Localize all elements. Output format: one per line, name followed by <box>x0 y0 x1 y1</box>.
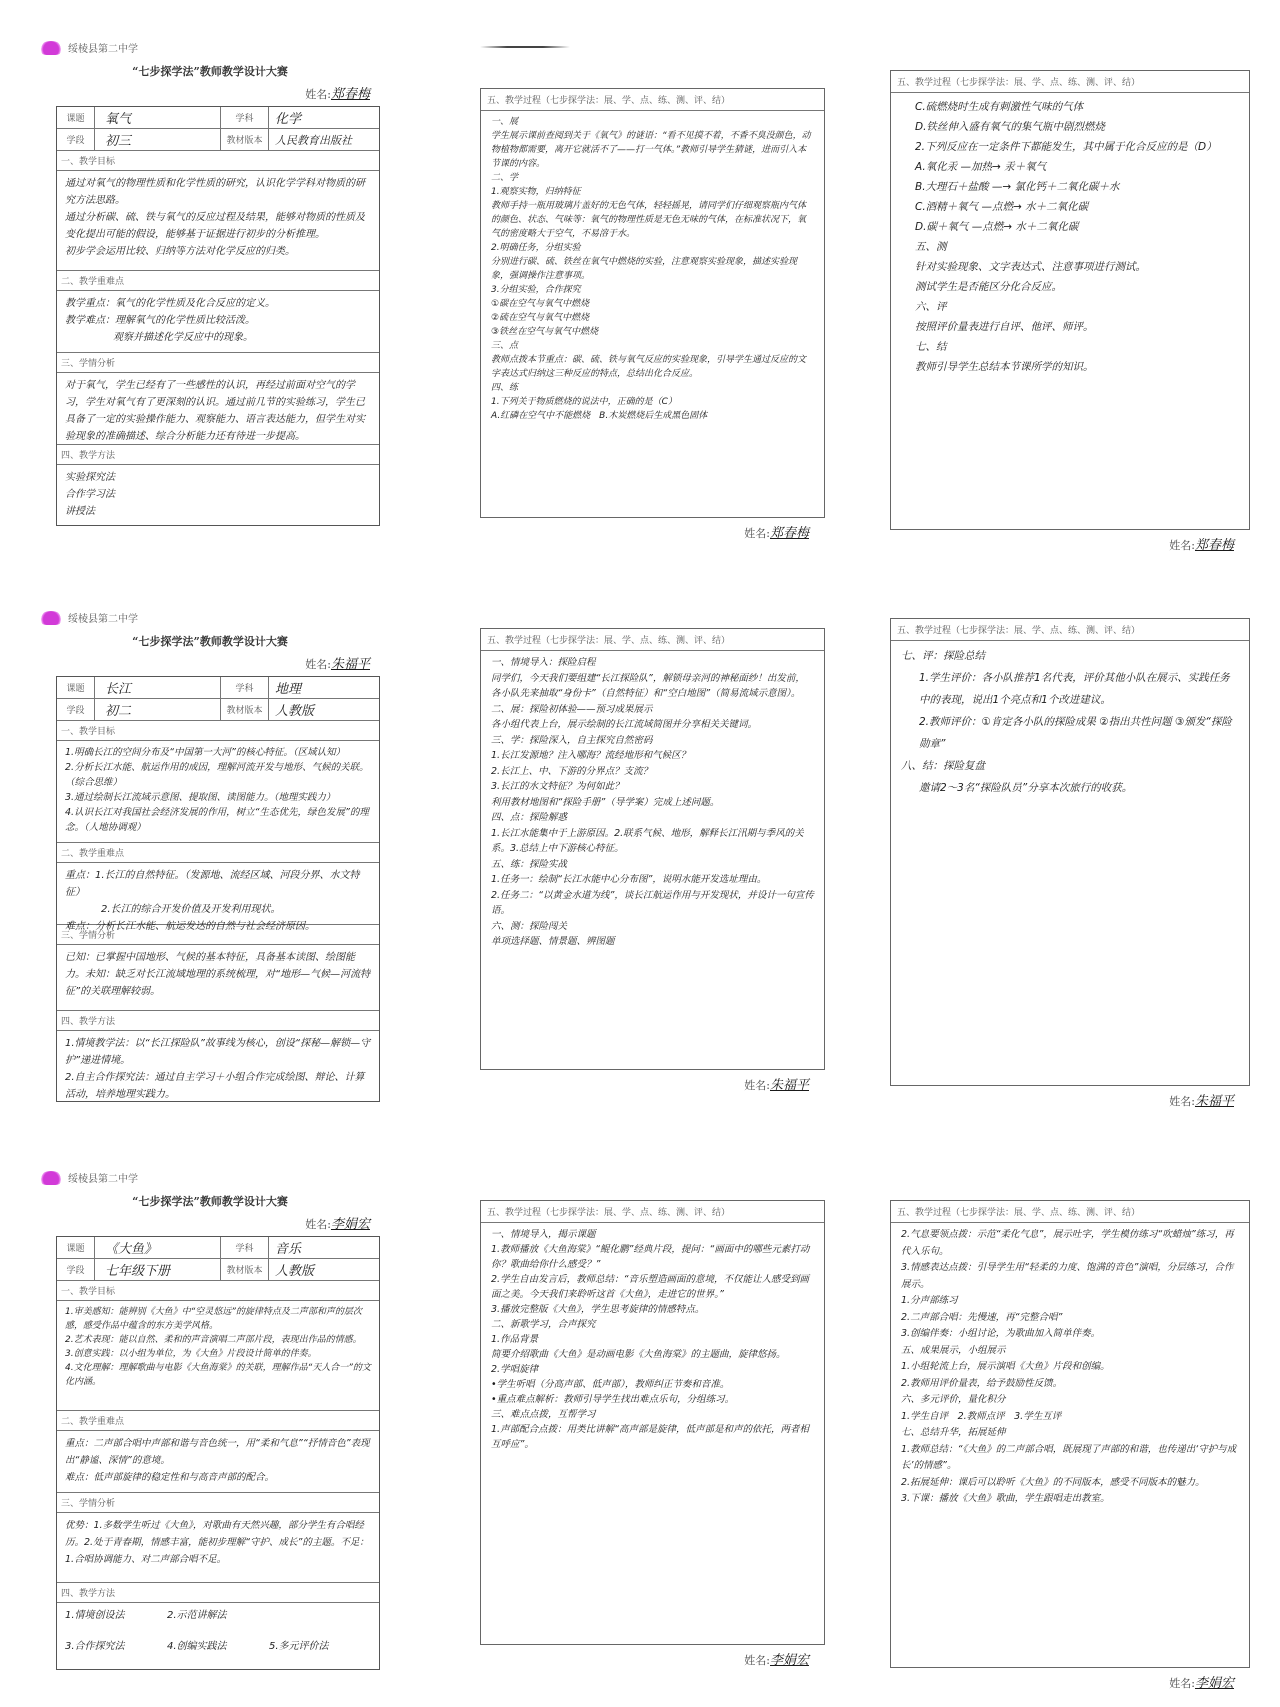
section-keypoints-head: 二、教学重难点 <box>57 271 379 291</box>
teacher-name: 李娟宏 <box>330 1217 370 1232</box>
teacher-signature: 郑春梅 <box>1194 538 1234 553</box>
teacher-signature: 李娟宏 <box>769 1653 809 1668</box>
section-keypoints: 重点：二声部合唱中声部和谐与音色统一，用“柔和气息”“抒情音色”表现出“静谧、深情”的意境。 难点：低声部旋律的稳定性和与高音声部的配合。 <box>57 1431 379 1493</box>
textbook-value: 人民教育出版社 <box>275 133 352 147</box>
contest-title: “七步探学法”教师教学设计大赛 <box>132 1195 288 1208</box>
label-grade: 学段 <box>57 1259 95 1280</box>
section-process: 一、情境导入，揭示课题 1.教师播放《大鱼海棠》“鲲化鹏”经典片段，提问：“画面中的哪些元素打动你？歌曲给你什么感受？” 2.学生自由发言后，教师总结：“音乐塑造画面的意境，不仅能让人感受到画面之美。今天我们来聆听这首《大鱼》，走进它的世界。” 3.播放完整版《大鱼》，学生思考旋律的情感特点。 二、新歌学习，合声探究 1.作品背景 简要介绍歌曲《大鱼》是动画电影《大鱼海棠》的主题曲，旋律悠扬。 2.学唱旋律 •学生听唱（分高声部、低声部），教师纠正节奏和音准。 •重点难点解析：教师引导学生找出难点乐句，分组练习。 三、难点点拨，互帮学习 1.声部配合点拨：用类比讲解“高声部是旋律，低声部是和声的依托，两者相互呼应”。 <box>491 1229 810 1450</box>
textbook-value: 人教版 <box>275 704 315 719</box>
plan2-page1 <box>40 610 380 1102</box>
subject-value: 音乐 <box>275 1242 302 1257</box>
section-process-head: 五、教学过程（七步探学法：展、学、点、练、测、评、结） <box>891 1201 1249 1223</box>
signature-line: 姓名:李娟宏 <box>744 1653 809 1668</box>
plan3-page1 <box>40 1170 380 1670</box>
lesson-form <box>56 676 380 1102</box>
grade-value: 七年级下册 <box>95 1259 221 1280</box>
signature-line: 姓名:郑春梅 <box>1169 538 1234 553</box>
label-textbook: 教材版本 <box>221 129 269 150</box>
plan3-page3 <box>890 1200 1250 1691</box>
plan3-page2 <box>480 1200 825 1668</box>
section-objectives: 通过对氧气的物理性质和化学性质的研究，认识化学学科对物质的研究方法思路。 通过分析碳、硫、铁与氧气的反应过程及结果，能够对物质的性质及变化提出可能的假设，能够基于证据进行初步的分析推理。 初步学会运用比较、归纳等方法对化学反应的归类。 <box>57 171 379 271</box>
school-logo-icon <box>40 41 62 55</box>
plan1-page1 <box>40 40 380 526</box>
section-analysis: 对于氧气，学生已经有了一些感性的认识，再经过前面对空气的学习，学生对氧气有了更深刻的认识。通过前几节的实验练习，学生已具备了一定的实验操作能力、观察能力、语言表达能力，但学生对实验现象的准确描述、综合分析能力还有待进一步提高。 <box>57 373 379 445</box>
process-box <box>890 1200 1250 1668</box>
section-process: 一、情境导入：探险启程 同学们，今天我们要组建“长江探险队”，解锁母亲河的神秘面纱！出发前，各小队先来抽取“身份卡”（自然特征）和“空白地图”（简易流域示意图）。 二、展：探险初体验——预习成果展示 各小组代表上台，展示绘制的长江流域简图并分享相关关键词。 三、学：探险深入，自主探究自然密码 1.长江发源地？注入哪海？流经地形和气候区？ 2.长江上、中、下游的分界点？支流？ 3.长江的水文特征？为何如此？ 利用教材地图和“探险手册”（导学案）完成上述问题。 四、点：探险解惑 1.长江水能集中于上游原因。2.联系气候、地形，解释长江汛期与季风的关系。3.总结上中下游核心特征。 五、练：探险实战 1.任务一：绘制“长江水能中心分布图”，说明水能开发选址理由。 2.任务二：“以黄金水道为线”，谈长江航运作用与开发现状，并设计一句宣传语。 六、测：探险闯关 单项选择题、情景题、辨图题 <box>491 657 814 947</box>
scan-artifact-line <box>480 46 570 48</box>
grade-value: 初三 <box>95 129 221 150</box>
subject-value: 化学 <box>275 112 302 127</box>
topic-value: 《大鱼》 <box>95 1237 221 1258</box>
section-objectives: 1.审美感知：能辨别《大鱼》中“空灵悠远”的旋律特点及二声部和声的层次感，感受作品中蕴含的东方美学风格。 2.艺术表现：能以自然、柔和的声音演唱二声部片段，表现出作品的情感。 3.创意实践：以小组为单位，为《大鱼》片段设计简单的伴奏。 4.文化理解：理解歌曲与电影《大鱼海棠》的关联，理解作品“天人合一”的文化内涵。 <box>57 1301 379 1411</box>
school-logo-icon <box>40 611 62 625</box>
teacher-name-line: 姓名:朱福平 <box>305 657 370 672</box>
school-header <box>40 1170 380 1185</box>
teacher-signature: 郑春梅 <box>769 526 809 541</box>
label-grade: 学段 <box>57 129 95 150</box>
signature-line: 姓名:郑春梅 <box>744 526 809 541</box>
teacher-signature: 朱福平 <box>769 1078 809 1093</box>
teacher-signature: 朱福平 <box>1194 1094 1234 1109</box>
section-methods-head: 四、教学方法 <box>57 1011 379 1031</box>
section-objectives-head: 一、教学目标 <box>57 151 379 171</box>
section-objectives-head: 一、教学目标 <box>57 1281 379 1301</box>
topic-value: 氧气 <box>95 107 221 128</box>
section-process: 2.气息要领点拨：示范“柔化气息”，展示吐字，学生模仿练习“吹蜡烛”练习，再代入乐句。 3.情感表达点拨：引导学生用“轻柔的力度、饱满的音色”演唱，分层练习，合作展示。 1.分声部练习 2.二声部合唱：先慢速，再“完整合唱” 3.创编伴奏：小组讨论，为歌曲加入简单伴奏。 五、成果展示，小组展示 1.小组轮流上台，展示演唱《大鱼》片段和创编。 2.教师用评价量表，给予鼓励性反馈。 六、多元评价，量化积分 1.学生自评 2.教师点评 3.学生互评 七、总结升华，拓展延伸 1.教师总结：“《大鱼》的二声部合唱，既展现了声部的和谐，也传递出‘守护与成长’的情感”。 2.拓展延伸：课后可以聆听《大鱼》的不同版本，感受不同版本的魅力。 3.下课：播放《大鱼》歌曲，学生跟唱走出教室。 <box>901 1229 1237 1504</box>
lesson-form <box>56 1236 380 1670</box>
school-name: 绥棱县第二中学 <box>68 1174 138 1185</box>
section-methods-head: 四、教学方法 <box>57 1583 379 1603</box>
process-box <box>890 618 1250 1086</box>
school-logo-icon <box>40 1171 62 1185</box>
contest-title: “七步探学法”教师教学设计大赛 <box>132 65 288 78</box>
process-box <box>480 628 825 1070</box>
contest-title: “七步探学法”教师教学设计大赛 <box>132 635 288 648</box>
section-objectives: 1.明确长江的空间分布及“中国第一大河”的核心特征。（区域认知） 2.分析长江水能、航运作用的成因，理解河流开发与地形、气候的关联。（综合思维） 3.通过绘制长江流域示意图、提取图、读图能力。（地理实践力） 4.认识长江对我国社会经济发展的作用，树立“生态优先，绿色发展”的理念。（人地协调观） <box>57 741 379 843</box>
section-analysis: 优势：1.多数学生听过《大鱼》，对歌曲有天然兴趣，部分学生有合唱经历。2.处于青春期，情感丰富，能初步理解“守护、成长”的主题。不足：1.合唱协调能力、对二声部合唱不足。 <box>57 1513 379 1583</box>
section-methods: 1.情境创设法 2.示范讲解法 3.合作探究法 4.创编实践法 5.多元评价法 <box>65 1610 329 1652</box>
section-analysis: 已知：已掌握中国地形、气候的基本特征，具备基本读图、绘图能力。未知：缺乏对长江流域地理的系统梳理，对“地形—气候—河流特征”的关联理解较弱。 <box>57 945 379 1011</box>
signature-line: 姓名:朱福平 <box>1169 1094 1234 1109</box>
process-box <box>480 1200 825 1645</box>
plan2-page3 <box>890 618 1250 1109</box>
section-process-head: 五、教学过程（七步探学法：展、学、点、练、测、评、结） <box>891 619 1249 641</box>
section-methods-head: 四、教学方法 <box>57 445 379 465</box>
teacher-name: 郑春梅 <box>330 87 370 102</box>
process-box <box>890 70 1250 530</box>
section-process: C.硫燃烧时生成有刺激性气味的气体 D.铁丝伸入盛有氧气的集气瓶中剧烈燃烧 2.下列反应在一定条件下都能发生，其中属于化合反应的是（D） A.氧化汞 —加热→ 汞＋氧气 B.大理石＋盐酸 —→ 氯化钙＋二氧化碳＋水 C.酒精＋氧气 —点燃→ 水＋二氧化碳 D.碳＋氧气 —点燃→ 水＋二氧化碳 五、测 针对实验现象、文字表达式、注意事项进行测试。 测试学生是否能区分化合反应。 六、评 按照评价量表进行自评、他评、师评。 七、结 教师引导学生总结本节课所学的知识。 <box>915 101 1217 373</box>
section-process: 一、展 学生展示课前查阅到关于《氧气》的谜语：“看不见摸不着，不香不臭没颜色，动物植物都需要，离开它就活不了——打一气体。”教师引导学生猜谜，进而引入本节课的内容。 二、学 1.观察实物，归纳特征 教师手持一瓶用玻璃片盖好的无色气体，轻轻摇晃，请同学们仔细观察瓶内气体的颜色、状态、气味等：氧气的物理性质是无色无味的气体，在标准状况下，氧气的密度略大于空气，不易溶于水。 2.明确任务，分组实验 分别进行碳、硫、铁丝在氧气中燃烧的实验，注意观察实验现象，描述实验现象，强调操作注意事项。 3.分组实验，合作探究 ①碳在空气与氧气中燃烧 ②硫在空气与氧气中燃烧 ③铁丝在空气与氧气中燃烧 三、点 教师点拨本节重点：碳、硫、铁与氧气反应的实验现象，引导学生通过反应的文字表达式归纳这三种反应的特点，总结出化合反应。 四、练 1.下列关于物质燃烧的说法中，正确的是（C） A.红磷在空气中不能燃烧 B.木炭燃烧后生成黑色固体 <box>491 117 811 421</box>
label-subject: 学科 <box>221 107 269 128</box>
teacher-name-line: 姓名:李娟宏 <box>305 1217 370 1232</box>
lesson-form <box>56 106 380 526</box>
school-header <box>40 610 380 625</box>
school-name: 绥棱县第二中学 <box>68 614 138 625</box>
textbook-value: 人教版 <box>275 1264 315 1279</box>
section-process-head: 五、教学过程（七步探学法：展、学、点、练、测、评、结） <box>891 71 1249 93</box>
process-box <box>480 88 825 518</box>
label-subject: 学科 <box>221 1237 269 1258</box>
section-keypoints-head: 二、教学重难点 <box>57 1411 379 1431</box>
teacher-signature: 李娟宏 <box>1194 1676 1234 1691</box>
label-textbook: 教材版本 <box>221 1259 269 1280</box>
label-topic: 课题 <box>57 1237 95 1258</box>
grade-value: 初二 <box>95 699 221 720</box>
plan1-page3 <box>890 70 1250 553</box>
signature-line: 姓名:李娟宏 <box>1169 1676 1234 1691</box>
signature-line: 姓名:朱福平 <box>744 1078 809 1093</box>
section-objectives-head: 一、教学目标 <box>57 721 379 741</box>
section-process: 七、评：探险总结 1.学生评价：各小队推荐1名代表，评价其他小队在展示、实践任务中的表现，说出1个亮点和1个改进建议。 2.教师评价：①肯定各小队的探险成果 ②指出共性问题 ③颁发“探险勋章” 八、结：探险复盘 邀请2～3名“探险队员”分享本次旅行的收获。 <box>901 650 1232 794</box>
section-process-head: 五、教学过程（七步探学法：展、学、点、练、测、评、结） <box>481 89 824 111</box>
school-name: 绥棱县第二中学 <box>68 44 138 55</box>
plan2-page2 <box>480 628 825 1093</box>
section-process-head: 五、教学过程（七步探学法：展、学、点、练、测、评、结） <box>481 629 824 651</box>
section-analysis-head: 三、学情分析 <box>57 925 379 945</box>
section-analysis-head: 三、学情分析 <box>57 353 379 373</box>
label-textbook: 教材版本 <box>221 699 269 720</box>
topic-value: 长江 <box>95 677 221 698</box>
section-keypoints-head: 二、教学重难点 <box>57 843 379 863</box>
section-process-head: 五、教学过程（七步探学法：展、学、点、练、测、评、结） <box>481 1201 824 1223</box>
label-topic: 课题 <box>57 107 95 128</box>
section-analysis-head: 三、学情分析 <box>57 1493 379 1513</box>
school-header <box>40 40 380 55</box>
label-grade: 学段 <box>57 699 95 720</box>
plan1-page2 <box>480 88 825 541</box>
section-keypoints: 重点：1.长江的自然特征。（发源地、流经区域、河段分界、水文特征） 2.长江的综合开发价值及开发利用现状。 难点：分析长江水能、航运发达的自然与社会经济原因。 <box>57 863 379 925</box>
section-keypoints: 教学重点：氧气的化学性质及化合反应的定义。 教学难点：理解氧气的化学性质比较活泼。 观察并描述化学反应中的现象。 <box>57 291 379 353</box>
teacher-name-line: 姓名:郑春梅 <box>305 87 370 102</box>
section-methods: 实验探究法 合作学习法 讲授法 <box>65 472 115 517</box>
subject-value: 地理 <box>275 682 302 697</box>
label-subject: 学科 <box>221 677 269 698</box>
section-methods: 1.情境教学法：以“长江探险队”故事线为核心，创设“探秘—解锁—守护”递进情境。 2.自主合作探究法：通过自主学习＋小组合作完成绘图、辩论、计算活动，培养地理实践力。 <box>65 1038 371 1100</box>
label-topic: 课题 <box>57 677 95 698</box>
teacher-name: 朱福平 <box>330 657 370 672</box>
